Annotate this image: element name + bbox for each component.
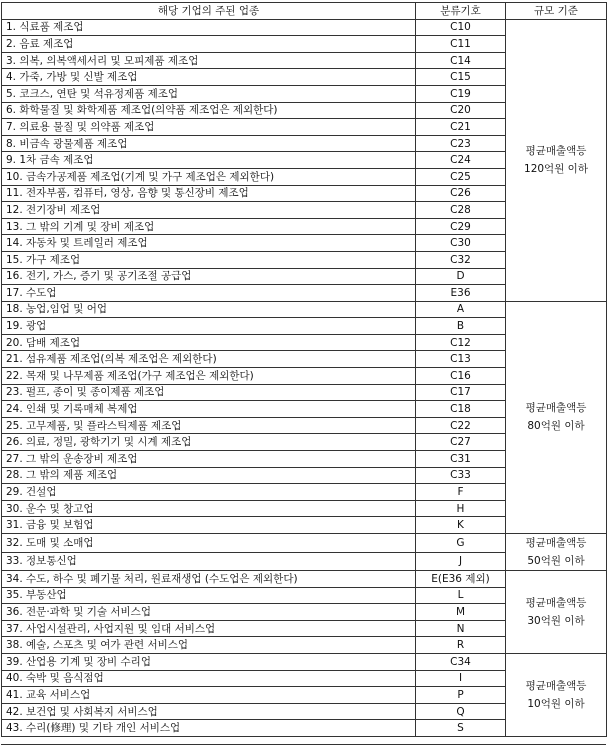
industry-name-cell: 30. 운수 및 창고업 [2,500,416,517]
classification-code-cell: C20 [416,102,506,119]
industry-name-cell: 40. 숙박 및 음식점업 [2,670,416,687]
industry-name-cell: 43. 수리(修理) 및 기타 개인 서비스업 [2,720,416,737]
classification-code-cell: P [416,687,506,704]
size-criterion-line: 30억원 이하 [527,614,585,627]
size-criterion-cell [506,19,607,301]
industry-name-cell: 12. 전기장비 제조업 [2,202,416,219]
industry-name-cell: 26. 의료, 정밀, 광학기기 및 시계 제조업 [2,434,416,451]
industry-name-cell: 31. 금융 및 보험업 [2,517,416,534]
classification-code-cell: C25 [416,168,506,185]
classification-code-cell: K [416,517,506,534]
header-industry: 해당 기업의 주된 업종 [2,3,416,20]
size-criterion-line: 평균매출액등 [525,596,587,609]
industry-name-cell: 2. 음료 제조업 [2,36,416,53]
industry-size-table-container [1,2,607,737]
classification-code-cell: C26 [416,185,506,202]
size-criterion-line: 평균매출액등 [525,145,587,158]
industry-name-cell: 25. 고무제품, 및 플라스틱제품 제조업 [2,417,416,434]
classification-code-cell: E(E36 제외) [416,571,506,588]
classification-code-cell: C18 [416,401,506,418]
classification-code-cell: I [416,670,506,687]
size-criterion-cell [506,571,607,654]
bottom-rule [1,744,606,745]
industry-name-cell: 27. 그 밖의 운송장비 제조업 [2,451,416,468]
classification-code-cell: D [416,268,506,285]
classification-code-cell: C22 [416,417,506,434]
table-body [2,19,607,736]
classification-code-cell: E36 [416,285,506,302]
classification-code-cell: F [416,484,506,501]
header-criterion: 규모 기준 [506,3,607,20]
industry-name-cell: 9. 1차 금속 제조업 [2,152,416,169]
industry-name-cell: 8. 비금속 광물제품 제조업 [2,135,416,152]
industry-name-cell: 10. 금속가공제품 제조업(기계 및 가구 제조업은 제외한다) [2,168,416,185]
industry-name-cell: 39. 산업용 기계 및 장비 수리업 [2,653,416,670]
classification-code-cell: C11 [416,36,506,53]
size-criterion-line: 80억원 이하 [527,420,585,433]
industry-name-cell: 5. 코크스, 연탄 및 석유정제품 제조업 [2,85,416,102]
classification-code-cell: C14 [416,52,506,69]
size-criterion-line: 평균매출액등 [525,402,587,415]
industry-name-cell: 34. 수도, 하수 및 폐기물 처리, 원료재생업 (수도업은 제외한다) [2,571,416,588]
classification-code-cell: L [416,587,506,604]
industry-name-cell: 1. 식료품 제조업 [2,19,416,36]
size-criterion-line: 평균매출액등 [525,537,587,549]
classification-code-cell: G [416,534,506,553]
classification-code-cell: C24 [416,152,506,169]
classification-code-cell: R [416,637,506,654]
size-criterion-line: 120억원 이하 [524,163,588,176]
size-criterion-line: 10억원 이하 [527,697,585,710]
industry-name-cell: 13. 그 밖의 기계 및 장비 제조업 [2,218,416,235]
industry-name-cell: 17. 수도업 [2,285,416,302]
industry-name-cell: 29. 건설업 [2,484,416,501]
industry-name-cell: 3. 의복, 의복액세서리 및 모피제품 제조업 [2,52,416,69]
industry-name-cell: 23. 펄프, 종이 및 종이제품 제조업 [2,384,416,401]
industry-name-cell: 18. 농업,임업 및 어업 [2,301,416,318]
industry-name-cell: 24. 인쇄 및 기록매체 복제업 [2,401,416,418]
size-criterion-cell [506,301,607,533]
industry-size-table [1,2,607,737]
classification-code-cell: C12 [416,334,506,351]
table-row [2,653,607,670]
size-criterion-line: 50억원 이하 [527,555,585,567]
industry-name-cell: 21. 섬유제품 제조업(의복 제조업은 제외한다) [2,351,416,368]
industry-name-cell: 14. 자동차 및 트레일러 제조업 [2,235,416,252]
classification-code-cell: C16 [416,368,506,385]
classification-code-cell: M [416,604,506,621]
table-row [2,571,607,588]
table-row [2,19,607,36]
classification-code-cell: C34 [416,653,506,670]
classification-code-cell: B [416,318,506,335]
industry-name-cell: 6. 화학물질 및 화학제품 제조업(의약품 제조업은 제외한다) [2,102,416,119]
size-criterion-cell [506,653,607,736]
classification-code-cell: C17 [416,384,506,401]
classification-code-cell: C27 [416,434,506,451]
industry-name-cell: 37. 사업시설관리, 사업지원 및 임대 서비스업 [2,620,416,637]
industry-name-cell: 41. 교육 서비스업 [2,687,416,704]
industry-name-cell: 28. 그 밖의 제품 제조업 [2,467,416,484]
classification-code-cell: C13 [416,351,506,368]
industry-name-cell: 38. 예술, 스포츠 및 여가 관련 서비스업 [2,637,416,654]
classification-code-cell: C31 [416,451,506,468]
classification-code-cell: C19 [416,85,506,102]
classification-code-cell: J [416,552,506,571]
classification-code-cell: C29 [416,218,506,235]
classification-code-cell: C21 [416,119,506,136]
classification-code-cell: C28 [416,202,506,219]
classification-code-cell: C32 [416,251,506,268]
classification-code-cell: C33 [416,467,506,484]
classification-code-cell: C23 [416,135,506,152]
industry-name-cell: 35. 부동산업 [2,587,416,604]
classification-code-cell: C15 [416,69,506,86]
size-criterion-cell [506,534,607,571]
classification-code-cell: C30 [416,235,506,252]
table-row [2,534,607,553]
industry-name-cell: 15. 가구 제조업 [2,251,416,268]
classification-code-cell: H [416,500,506,517]
industry-name-cell: 16. 전기, 가스, 증기 및 공기조절 공급업 [2,268,416,285]
industry-name-cell: 4. 가죽, 가방 및 신발 제조업 [2,69,416,86]
classification-code-cell: Q [416,703,506,720]
industry-name-cell: 42. 보건업 및 사회복지 서비스업 [2,703,416,720]
industry-name-cell: 7. 의료용 물질 및 의약품 제조업 [2,119,416,136]
industry-name-cell: 20. 담배 제조업 [2,334,416,351]
table-row [2,301,607,318]
industry-name-cell: 19. 광업 [2,318,416,335]
classification-code-cell: C10 [416,19,506,36]
classification-code-cell: A [416,301,506,318]
classification-code-cell: N [416,620,506,637]
industry-name-cell: 32. 도매 및 소매업 [2,534,416,553]
industry-name-cell: 22. 목재 및 나무제품 제조업(가구 제조업은 제외한다) [2,368,416,385]
industry-name-cell: 36. 전문·과학 및 기술 서비스업 [2,604,416,621]
size-criterion-line: 평균매출액등 [525,679,587,692]
classification-code-cell: S [416,720,506,737]
industry-name-cell: 33. 정보통신업 [2,552,416,571]
industry-name-cell: 11. 전자부품, 컴퓨터, 영상, 음향 및 통신장비 제조업 [2,185,416,202]
header-code: 분류기호 [416,3,506,20]
table-header-row [2,3,607,20]
